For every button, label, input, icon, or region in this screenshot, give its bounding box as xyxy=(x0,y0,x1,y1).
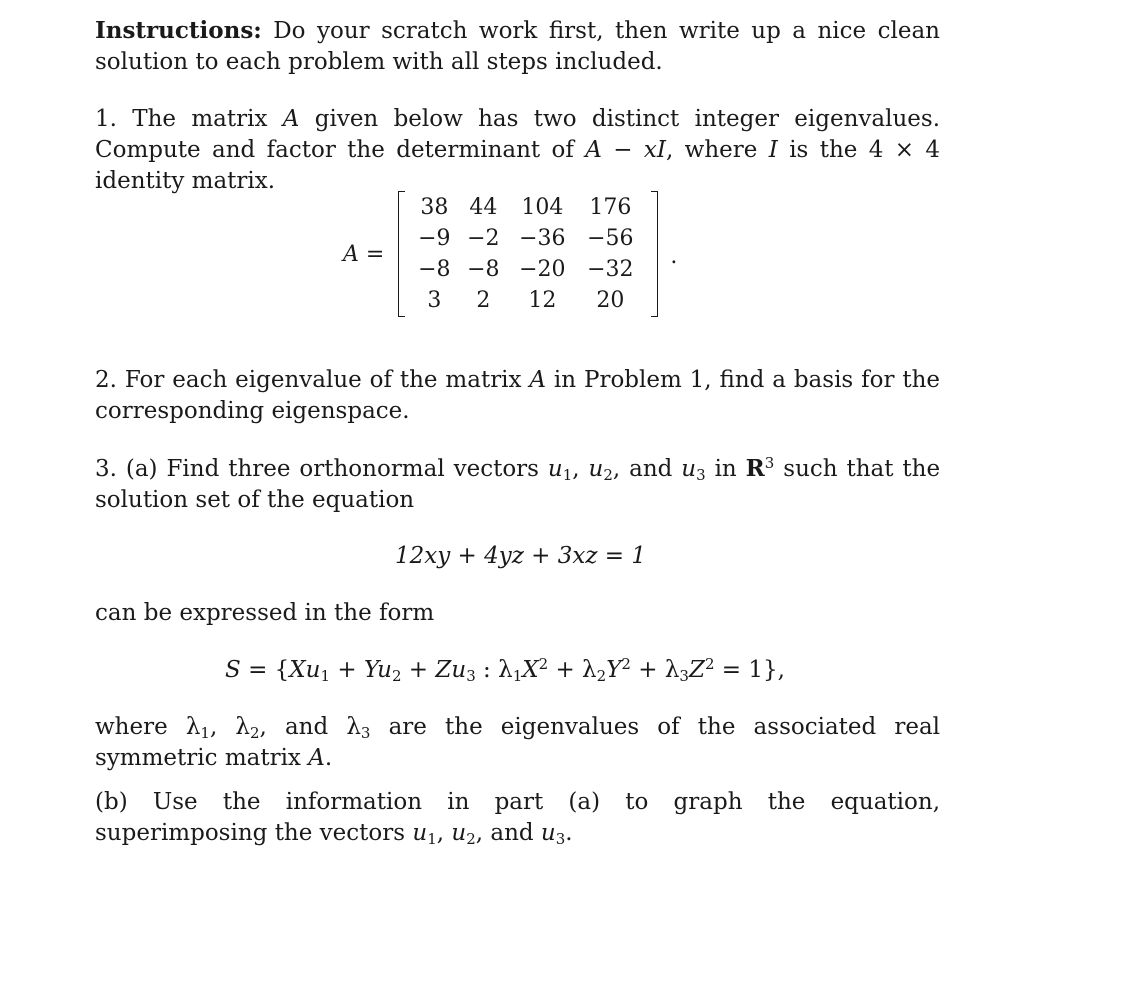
problem-3a-text: 3. (a) Find three orthonormal vectors $u_1$, $u_2$, and $u_3$ in $R^3$ such that the solution set of the equation xyxy=(95,454,941,513)
problem-1-text-d: is the 4 × 4 identity matrix. xyxy=(95,137,941,194)
matrix-cell: −20 xyxy=(519,257,566,282)
matrix-entries xyxy=(411,192,645,316)
problem-1-expression: A − xI xyxy=(585,137,666,163)
matrix-period: . xyxy=(670,243,678,269)
matrix-cell: −32 xyxy=(587,257,634,282)
problem-2-text xyxy=(95,365,940,427)
problem-3a-label: (a) xyxy=(125,456,158,482)
problem-1-number: 1. xyxy=(95,106,117,132)
problem-3b-label: (b) xyxy=(95,789,128,815)
set-expression: $S = \{Xu_1 + Yu_2 + Zu_3$ : $\lambda_1X^2 + \lambda_2Y^2 + \lambda_3Z^2 = 1$}, xyxy=(225,655,785,685)
matrix-cell: −56 xyxy=(587,226,634,251)
quadric-equation xyxy=(395,541,646,572)
problem-3a-text-b: in xyxy=(714,456,737,482)
problem-3-form-intro xyxy=(95,598,940,629)
matrix-cell: 2 xyxy=(476,288,491,313)
matrix-cell: 44 xyxy=(469,195,498,220)
matrix-right-bracket xyxy=(651,191,658,317)
problem-1-text-c: , where xyxy=(665,137,758,163)
problem-3-where: where xyxy=(95,714,168,740)
matrix-cell: 20 xyxy=(596,288,625,313)
problem-3-form-text: can be expressed in the form xyxy=(95,600,435,626)
matrix-left-bracket xyxy=(398,191,405,317)
problem-2-number: 2. xyxy=(95,367,117,393)
matrix-cell: 104 xyxy=(521,195,564,220)
problem-3-eig-text: are the eigenvalues of the associated real symmetric matrix xyxy=(95,714,941,771)
matrix-cell: 12 xyxy=(528,288,557,313)
matrix-cell: −9 xyxy=(418,226,451,251)
problem-1-text xyxy=(95,104,940,197)
problem-3b-text-body: Use the information in part (a) to graph the equation, superimposing the vectors xyxy=(95,789,941,846)
problem-3a-text-a: Find three orthonormal vectors xyxy=(166,456,539,482)
instructions-heading: Instructions: xyxy=(95,17,262,44)
problem-1-var-i: I xyxy=(768,137,778,163)
matrix-label: A = xyxy=(343,241,385,267)
problem-2-text-a: For each eigenvalue of the matrix xyxy=(124,367,522,393)
matrix-cell: −2 xyxy=(467,226,500,251)
problem-3-var-a: A xyxy=(308,745,325,771)
matrix-cell: −36 xyxy=(519,226,566,251)
problem-2-var-a: A xyxy=(529,367,547,393)
problem-2-text-b: in Problem 1, find a basis for the corresponding eigenspace. xyxy=(95,367,941,424)
matrix-cell: 38 xyxy=(420,195,449,220)
matrix-cell: −8 xyxy=(467,257,500,282)
problem-3a-text-c: such that the solution set of the equation xyxy=(95,456,941,513)
problem-1-text-a: The matrix xyxy=(132,106,268,132)
problem-3b-text: (b) Use the information in part (a) to graph the equation, superimposing the vectors $u_1$, $u_2$, and $u_3$. xyxy=(95,789,941,848)
problem-1-var-a: A xyxy=(282,106,300,132)
matrix-cell: 3 xyxy=(427,288,442,313)
matrix-a xyxy=(343,190,677,318)
problem-3-where-text: where $\lambda_1$, $\lambda_2$, and $\lambda_3$ are the eigenvalues of the associated real symmetric matrix A. xyxy=(95,714,941,771)
quadric-equation-text: 12xy + 4yz + 3xz = 1 xyxy=(395,543,647,569)
problem-1-text-b: given below has two distinct integer eigenvalues. Compute and factor the determinant of xyxy=(95,106,941,163)
matrix-cell: 176 xyxy=(589,195,632,220)
problem-3-number: 3. xyxy=(95,456,117,482)
instructions-paragraph xyxy=(95,15,940,78)
matrix-cell: −8 xyxy=(418,257,451,282)
instructions-text: Do your scratch work first, then write up a nice clean solution to each problem with all steps included. xyxy=(95,18,940,75)
